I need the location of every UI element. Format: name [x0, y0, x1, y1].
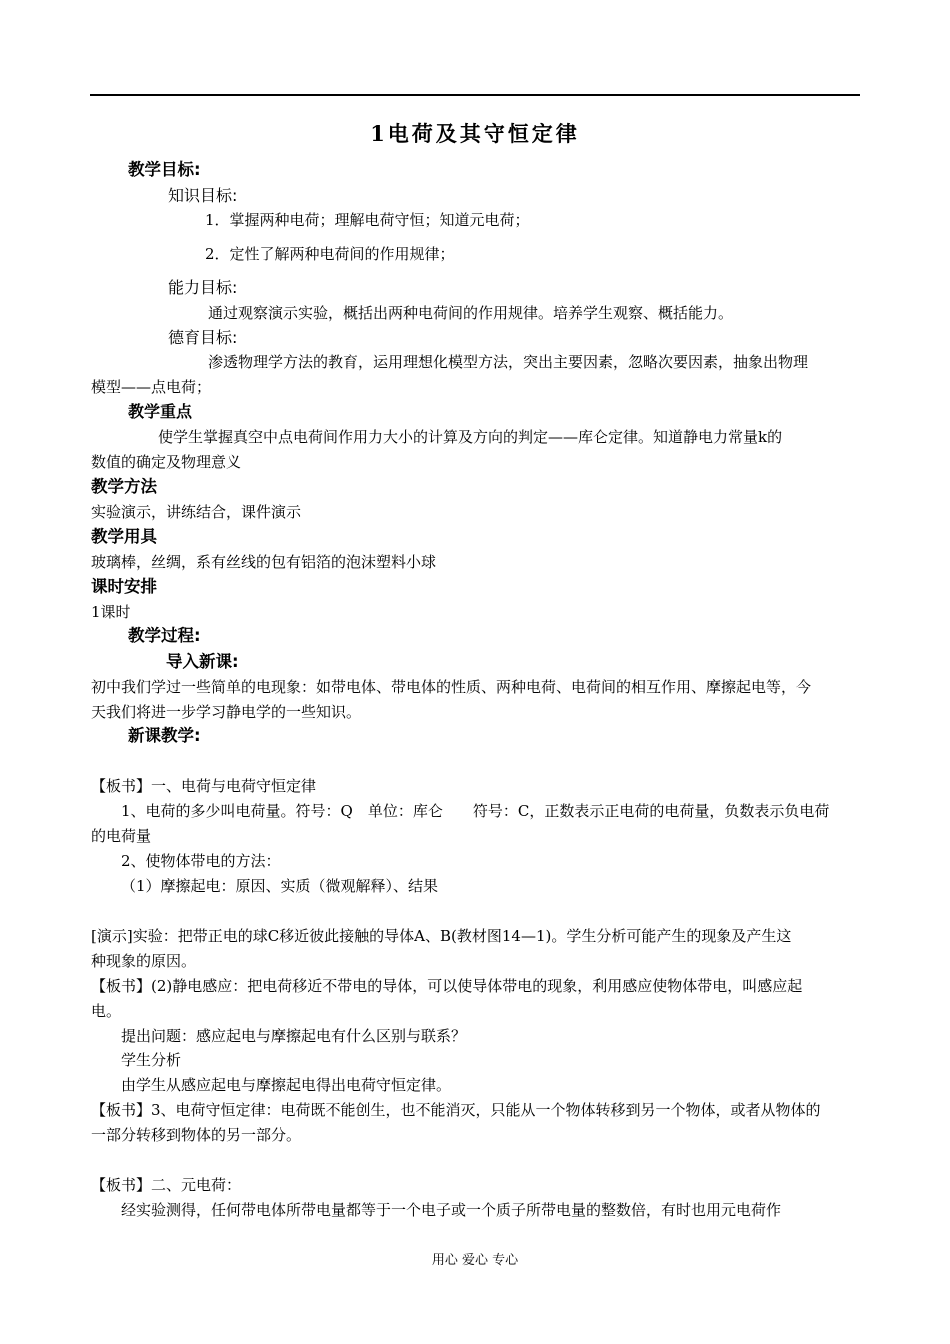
paragraph-charge-line-1: 1、电荷的多少叫电荷量。符号：Q 单位：库仑 符号：C，正数表示正电荷的电荷量，负数表示负电荷: [121, 802, 830, 820]
ability-text: 通过观察演示实验，概括出两种电荷间的作用规律。培养学生观察、概括能力。: [208, 304, 734, 322]
knowledge-item-2: 2．定性了解两种电荷间的作用规律；: [205, 245, 455, 263]
heading-schedule: 课时安排: [91, 577, 157, 596]
intro-text-line-2: 天我们将进一步学习静电学的一些知识。: [91, 703, 362, 721]
board-note-1: 【板书】一、电荷与电荷守恒定律: [91, 777, 317, 795]
heading-process: 教学过程:: [128, 626, 201, 645]
heading-tools: 教学用具: [91, 527, 157, 546]
heading-teaching-goals: 教学目标:: [128, 160, 201, 179]
board-note-4: 【板书】二、元电荷：: [91, 1176, 242, 1194]
subheading-ability-goals: 能力目标:: [168, 278, 238, 297]
paragraph-charge-line-2: 的电荷量: [91, 827, 152, 845]
methods-text: 实验演示，讲练结合，课件演示: [91, 503, 302, 521]
schedule-text: 1课时: [91, 603, 131, 621]
header-rule: [90, 94, 860, 96]
key-points-line-2: 数值的确定及物理意义: [91, 453, 242, 471]
moral-text-line-1: 渗透物理学方法的教育，运用理想化模型方法，突出主要因素，忽略次要因素，抽象出物理: [208, 353, 809, 371]
board-note-2-line-1: 【板书】(2)静电感应：把电荷移近不带电的导体，可以使导体带电的现象，利用感应使物体带电，叫感应起: [91, 977, 803, 995]
subheading-moral-goals: 德育目标:: [168, 328, 238, 347]
page-title: 1电荷及其守恒定律: [370, 121, 580, 146]
paragraph-elementary-charge: 经实验测得，任何带电体所带电量都等于一个电子或一个质子所带电量的整数倍，有时也用元电荷作: [121, 1201, 782, 1219]
heading-intro: 导入新课:: [166, 652, 239, 671]
heading-key-points: 教学重点: [128, 402, 193, 421]
paragraph-friction: （1）摩擦起电：原因、实质（微观解释）、结果: [121, 877, 439, 895]
moral-text-line-2: 模型——点电荷；: [91, 378, 212, 396]
intro-text-line-1: 初中我们学过一些简单的电现象：如带电体、带电体的性质、两种电荷、电荷间的相互作用、摩擦起电等，今: [91, 678, 812, 696]
question-text: 提出问题：感应起电与摩擦起电有什么区别与联系？: [121, 1027, 467, 1045]
board-note-2-line-2: 电。: [91, 1002, 122, 1020]
analysis-text: 学生分析: [121, 1051, 182, 1069]
board-note-3-line-1: 【板书】3、电荷守恒定律：电荷既不能创生，也不能消灭，只能从一个物体转移到另一个物体，或者从物体的: [91, 1101, 821, 1119]
heading-new-lesson: 新课教学:: [128, 726, 201, 745]
subheading-knowledge-goals: 知识目标:: [168, 186, 238, 205]
derive-text: 由学生从感应起电与摩擦起电得出电荷守恒定律。: [121, 1076, 452, 1094]
heading-methods: 教学方法: [91, 477, 157, 496]
board-note-3-line-2: 一部分转移到物体的另一部分。: [91, 1126, 302, 1144]
demo-line-1: [演示]实验：把带正电的球C移近彼此接触的导体A、B(教材图14—1)。学生分析可能产生的现象及产生这: [91, 927, 792, 945]
demo-line-2: 种现象的原因。: [91, 952, 197, 970]
paragraph-methods-charging: 2、使物体带电的方法：: [121, 852, 281, 870]
key-points-line-1: 使学生掌握真空中点电荷间作用力大小的计算及方向的判定——库仑定律。知道静电力常量k的: [158, 428, 783, 446]
tools-text: 玻璃棒，丝绸，系有丝线的包有铝箔的泡沫塑料小球: [91, 553, 437, 571]
knowledge-item-1: 1．掌握两种电荷；理解电荷守恒；知道元电荷；: [205, 211, 530, 229]
page-footer: 用心 爱心 专心: [431, 1253, 519, 1268]
